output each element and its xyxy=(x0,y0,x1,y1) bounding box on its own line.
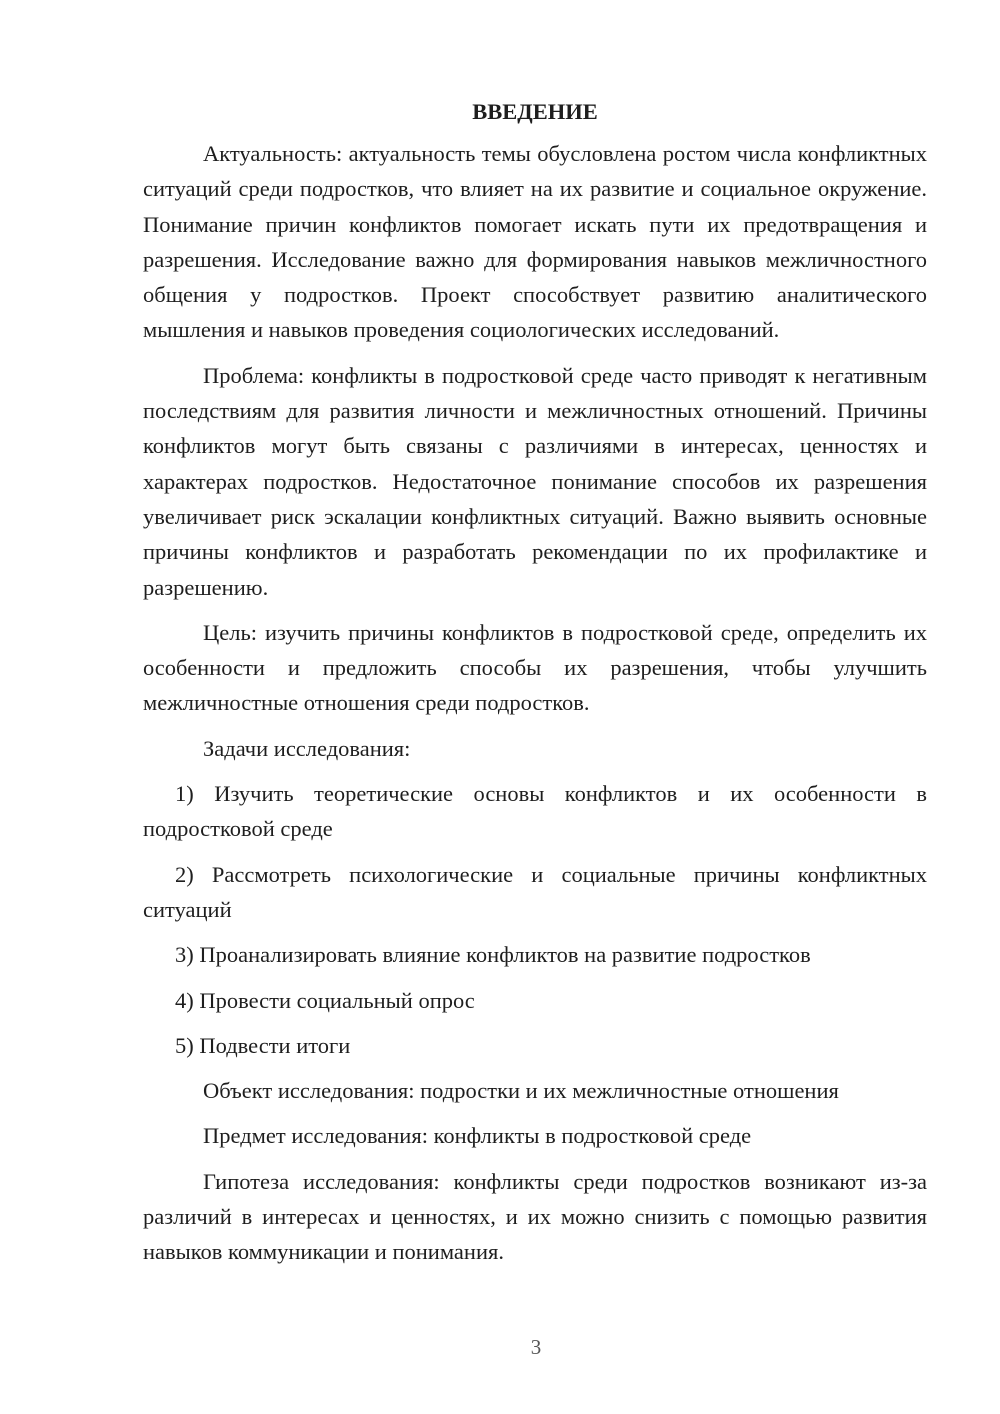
task-item-2: 2) Рассмотреть психологические и социальные причины конфликтных ситуаций xyxy=(143,861,927,922)
section-title: ВВЕДЕНИЕ xyxy=(472,99,598,124)
page-content xyxy=(143,96,927,1280)
subject-paragraph: Предмет исследования: конфликты в подростковой среде xyxy=(203,1123,752,1149)
task-item-3: 3) Проанализировать влияние конфликтов на развитие подростков xyxy=(175,942,811,968)
tasks-heading: Задачи исследования: xyxy=(203,735,411,761)
task-item-4: 4) Провести социальный опрос xyxy=(175,987,475,1013)
page-number: 3 xyxy=(530,1335,542,1359)
hypothesis-paragraph: Гипотеза исследования: конфликты среди подростков возникают из-за различий в интересах и ценностях, и их можно снизить с помощью развития навыков коммуникации и понимания. xyxy=(143,1168,927,1265)
task-item-5: 5) Подвести итоги xyxy=(175,1032,351,1058)
problem-paragraph: Проблема: конфликты в подростковой среде часто приводят к негативным последствиям для развития личности и межличностных отношений. Причины конфликтов могут быть связаны с различиями в интересах, ценностях и характерах подростков. Недостаточное понимание способов их разрешения увеличивает риск эскалации конфликтных ситуаций. Важно выявить основные причины конфликтов и разработать рекомендации по их профилактике и разрешению. xyxy=(143,362,927,600)
object-paragraph: Объект исследования: подростки и их межличностные отношения xyxy=(203,1078,839,1104)
goal-paragraph: Цель: изучить причины конфликтов в подростковой среде, определить их особенности и предложить способы их разрешения, чтобы улучшить межличностные отношения среди подростков. xyxy=(143,619,927,716)
task-item-1: 1) Изучить теоретические основы конфликтов и их особенности в подростковой среде xyxy=(143,781,927,842)
relevance-paragraph: Актуальность: актуальность темы обусловлена ростом числа конфликтных ситуаций среди подростков, что влияет на их развитие и социальное окружение. Понимание причин конфликтов помогает искать пути их предотвращения и разрешения. Исследование важно для формирования навыков межличностного общения у подростков. Проект способствует развитию аналитического мышления и навыков проведения социологических исследований. xyxy=(143,141,927,343)
